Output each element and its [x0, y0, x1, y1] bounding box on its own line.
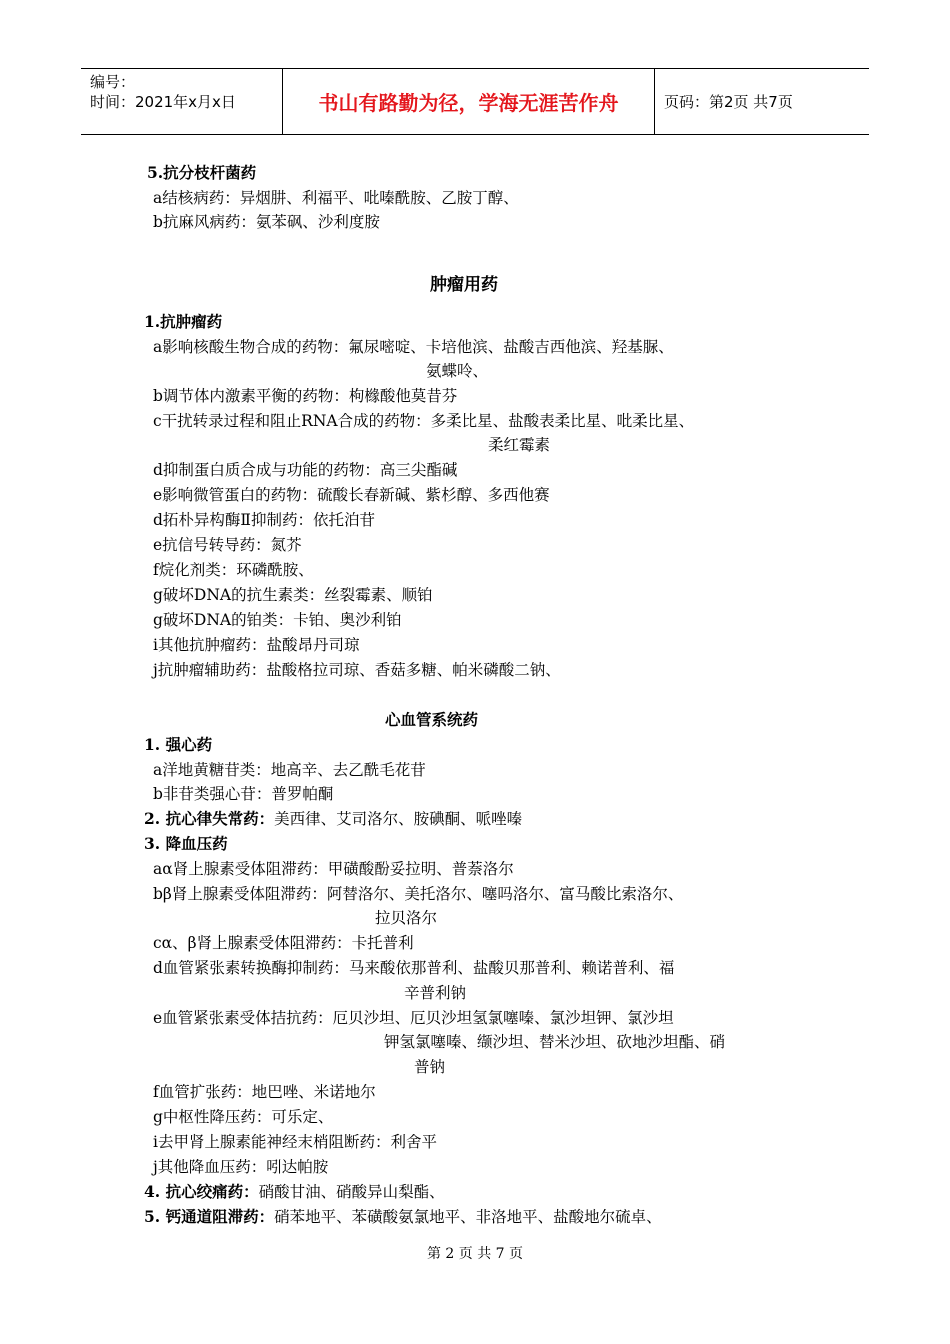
- line-text: f血管扩张药：地巴唑、米诺地尔: [153, 1083, 376, 1101]
- line-text: e血管紧张素受体拮抗药：厄贝沙坦、厄贝沙坦氢氯噻嗪、氯沙坦钾、氯沙坦: [153, 1009, 674, 1027]
- line-text: j抗肿瘤辅助药：盐酸格拉司琼、香菇多糖、帕米磷酸二钠、: [153, 661, 561, 679]
- line-text: 钾氢氯噻嗪、缬沙坦、替米沙坦、砍地沙坦酯、硝: [384, 1033, 726, 1051]
- text-line: [153, 610, 402, 630]
- line-text-rest: 硝苯地平、苯磺酸氨氯地平、非洛地平、盐酸地尔硫卓、: [274, 1208, 662, 1226]
- text-line: [153, 1157, 328, 1177]
- line-text: 心血管系统药: [385, 710, 479, 729]
- text-line: [153, 958, 674, 978]
- text-line: [414, 1057, 445, 1077]
- section-heading: [144, 1207, 662, 1227]
- line-text: e抗信号转导药：氮芥: [153, 536, 302, 554]
- section-heading: [147, 163, 256, 183]
- section-heading: [144, 809, 522, 829]
- header-motto: 书山有路勤为径，学海无涯苦作舟: [318, 91, 619, 115]
- line-text: 1. 强心药: [144, 735, 213, 754]
- header-motto-cell: [283, 69, 655, 134]
- line-text: 2. 抗心律失常药：: [144, 809, 275, 828]
- text-line: [375, 908, 437, 928]
- line-text: g破坏DNA的抗生素类：丝裂霉素、顺铂: [153, 586, 433, 604]
- section-heading: [144, 312, 222, 332]
- line-text-rest: 硝酸甘油、硝酸异山梨酯、: [258, 1183, 445, 1201]
- line-text-rest: 美西律、艾司洛尔、胺碘酮、哌唑嗪: [274, 810, 523, 828]
- text-line: [153, 1082, 376, 1102]
- header-left-cell: [81, 69, 283, 134]
- document-number-label: 编号：: [90, 73, 136, 91]
- line-text: b调节体内激素平衡的药物：枸橼酸他莫昔芬: [153, 387, 458, 405]
- line-text: d拓朴异构酶Ⅱ抑制药：依托泊苷: [153, 511, 375, 529]
- text-line: [153, 884, 683, 904]
- page-header: [81, 68, 869, 135]
- line-text: c干扰转录过程和阻止RNA合成的药物：多柔比星、盐酸表柔比星、吡柔比星、: [153, 412, 695, 430]
- section-heading: [385, 710, 478, 730]
- text-line: [153, 337, 674, 357]
- line-text: 3. 降血压药: [144, 834, 228, 853]
- text-line: [153, 485, 550, 505]
- line-text: 普钠: [414, 1058, 446, 1076]
- text-line: [426, 361, 488, 381]
- text-line: [153, 585, 433, 605]
- text-line: [153, 560, 314, 580]
- page-footer: 第 2 页 共 7 页: [426, 1246, 524, 1262]
- line-text: b非苷类强心苷：普罗帕酮: [153, 785, 334, 803]
- section-heading: [144, 1182, 445, 1202]
- line-text: 4. 抗心绞痛药：: [144, 1182, 259, 1201]
- line-text: 辛普利钠: [404, 984, 467, 1002]
- line-text: a结核病药：异烟肼、利福平、吡嗪酰胺、乙胺丁醇、: [153, 189, 519, 207]
- text-line: [153, 859, 514, 879]
- text-line: [153, 660, 561, 680]
- line-text: f烷化剂类：环磷酰胺、: [153, 561, 314, 579]
- text-line: [153, 1008, 674, 1028]
- section-heading: [144, 834, 228, 854]
- text-line: [153, 460, 457, 480]
- text-line: [153, 933, 414, 953]
- line-text: j其他降血压药：吲达帕胺: [153, 1158, 329, 1176]
- text-line: [153, 1107, 333, 1127]
- line-text: d抑制蛋白质合成与功能的药物：高三尖酯碱: [153, 461, 458, 479]
- document-time-label: 时间：2021年x月x日: [90, 93, 236, 111]
- line-text: 1.抗肿瘤药: [144, 312, 223, 331]
- text-line: [153, 188, 519, 208]
- line-text: e影响微管蛋白的药物：硫酸长春新碱、紫杉醇、多西他赛: [153, 486, 550, 504]
- text-line: [488, 435, 550, 455]
- section-heading: [430, 275, 498, 295]
- text-line: [153, 510, 375, 530]
- line-text: b抗麻风病药：氨苯砜、沙利度胺: [153, 213, 380, 231]
- text-line: [384, 1032, 725, 1052]
- text-line: [153, 535, 302, 555]
- line-text: 5. 钙通道阻滞药：: [144, 1207, 275, 1226]
- line-text: aα肾上腺素受体阻滞药：甲磺酸酚妥拉明、普萘洛尔: [153, 860, 514, 878]
- line-text: a洋地黄糖苷类：地高辛、去乙酰毛花苷: [153, 761, 426, 779]
- line-text: 5.抗分枝杆菌药: [147, 163, 257, 182]
- line-text: d血管紧张素转换酶抑制药：马来酸依那普利、盐酸贝那普利、赖诺普利、福: [153, 959, 675, 977]
- line-text: i去甲肾上腺素能神经末梢阻断药：利舍平: [153, 1133, 437, 1151]
- text-line: [153, 411, 694, 431]
- line-text: 氨蝶呤、: [426, 362, 489, 380]
- text-line: [404, 983, 466, 1003]
- line-text: g中枢性降压药：可乐定、: [153, 1108, 334, 1126]
- section-heading: [144, 735, 212, 755]
- text-line: [153, 386, 457, 406]
- text-line: [153, 760, 426, 780]
- line-text: bβ肾上腺素受体阻滞药：阿替洛尔、美托洛尔、噻吗洛尔、富马酸比索洛尔、: [153, 885, 684, 903]
- text-line: [153, 212, 380, 232]
- line-text: cα、β肾上腺素受体阻滞药：卡托普利: [153, 934, 414, 952]
- header-page-cell: [655, 69, 869, 134]
- text-line: [153, 635, 359, 655]
- line-text: i其他抗肿瘤药：盐酸昂丹司琼: [153, 636, 360, 654]
- text-line: [153, 784, 333, 804]
- line-text: g破坏DNA的铂类：卡铂、奥沙利铂: [153, 611, 402, 629]
- line-text: 肿瘤用药: [430, 275, 498, 295]
- header-page-label: 页码：第2页 共7页: [664, 93, 793, 111]
- line-text: a影响核酸生物合成的药物：氟尿嘧啶、卡培他滨、盐酸吉西他滨、羟基脲、: [153, 338, 674, 356]
- text-line: [153, 1132, 437, 1152]
- line-text: 拉贝洛尔: [375, 909, 438, 927]
- line-text: 柔红霉素: [488, 436, 551, 454]
